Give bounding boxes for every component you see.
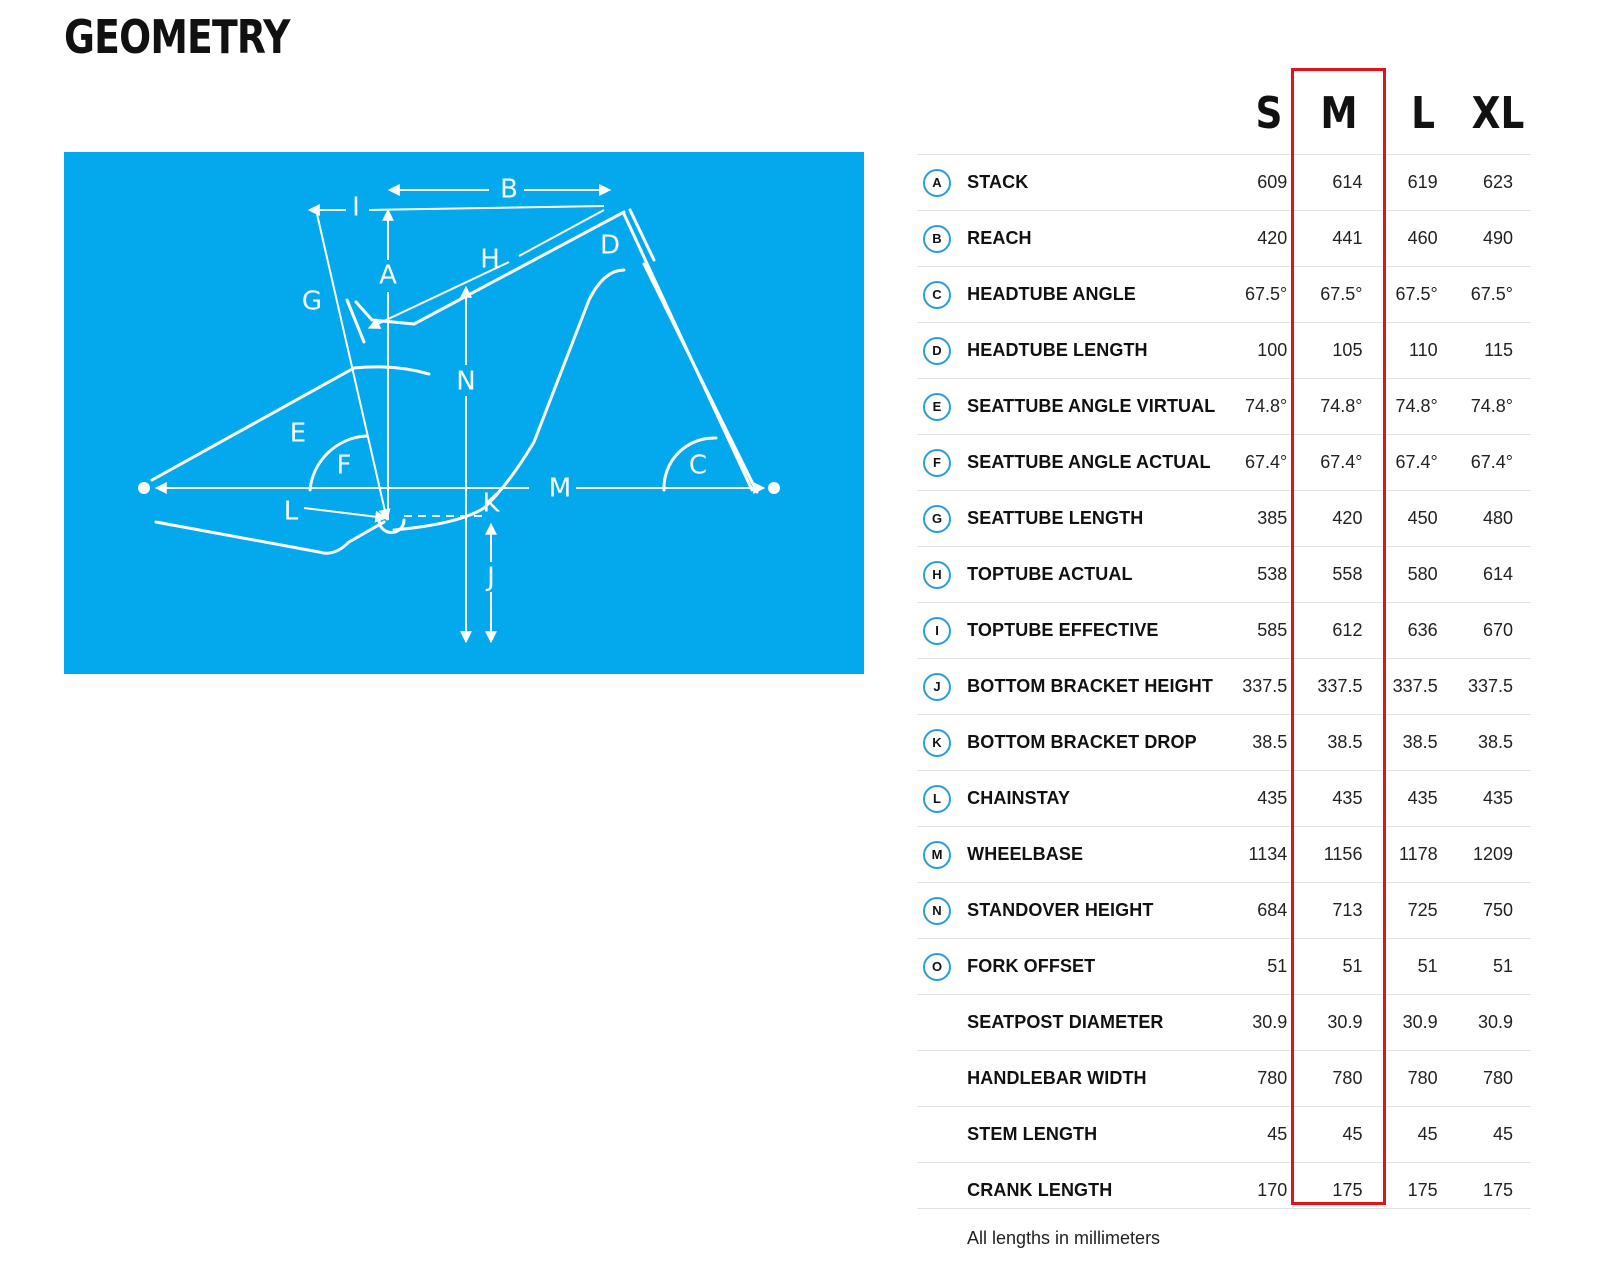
diagram-label-e: E	[289, 418, 307, 449]
measurement-label: FORK OFFSET	[967, 939, 1230, 995]
table-row	[917, 155, 1531, 211]
value-m: 74.8°	[1305, 379, 1380, 435]
row-badge-cell	[917, 547, 967, 603]
value-m: 558	[1305, 547, 1380, 603]
measurement-badge: H	[923, 561, 951, 589]
row-badge-cell	[917, 323, 967, 379]
value-l: 725	[1380, 883, 1455, 939]
value-xl: 750	[1456, 883, 1531, 939]
size-header-l: L	[1411, 88, 1435, 139]
value-s: 45	[1230, 1107, 1305, 1163]
value-s: 1134	[1230, 827, 1305, 883]
value-s: 30.9	[1230, 995, 1305, 1051]
measurement-label: CRANK LENGTH	[967, 1163, 1230, 1219]
measurement-label: BOTTOM BRACKET HEIGHT	[967, 659, 1230, 715]
value-l: 780	[1380, 1051, 1455, 1107]
value-xl: 480	[1456, 491, 1531, 547]
value-l: 67.5°	[1380, 267, 1455, 323]
value-m: 105	[1305, 323, 1380, 379]
value-m: 612	[1305, 603, 1380, 659]
measurement-label: STEM LENGTH	[967, 1107, 1230, 1163]
value-xl: 45	[1456, 1107, 1531, 1163]
table-row	[917, 379, 1531, 435]
measurement-badge: L	[923, 785, 951, 813]
diagram-label-c: C	[688, 450, 708, 481]
measurement-badge: K	[923, 729, 951, 757]
geometry-diagram	[64, 152, 864, 674]
value-m: 713	[1305, 883, 1380, 939]
value-l: 110	[1380, 323, 1455, 379]
table-row	[917, 211, 1531, 267]
value-xl: 38.5	[1456, 715, 1531, 771]
diagram-label-a: A	[379, 260, 397, 291]
diagram-label-d: D	[599, 230, 621, 261]
table-row	[917, 491, 1531, 547]
front-axle-dot	[768, 482, 780, 494]
measurement-badge: J	[923, 673, 951, 701]
row-badge-cell	[917, 827, 967, 883]
table-row	[917, 715, 1531, 771]
measurement-badge: F	[923, 449, 951, 477]
table-row	[917, 435, 1531, 491]
value-l: 175	[1380, 1163, 1455, 1219]
measurement-label: CHAINSTAY	[967, 771, 1230, 827]
diagram-label-f: F	[336, 450, 352, 481]
measurement-label: STACK	[967, 155, 1230, 211]
value-xl: 435	[1456, 771, 1531, 827]
row-badge-cell	[917, 1163, 967, 1219]
value-xl: 337.5	[1456, 659, 1531, 715]
value-s: 67.5°	[1230, 267, 1305, 323]
measurement-badge: E	[923, 393, 951, 421]
diagram-label-g: G	[301, 286, 323, 317]
diagram-label-l: L	[283, 496, 299, 527]
value-s: 585	[1230, 603, 1305, 659]
value-l: 435	[1380, 771, 1455, 827]
value-l: 30.9	[1380, 995, 1455, 1051]
table-row	[917, 995, 1531, 1051]
table-row	[917, 603, 1531, 659]
measurement-badge: G	[923, 505, 951, 533]
bike-frame-diagram	[64, 152, 864, 674]
value-s: 337.5	[1230, 659, 1305, 715]
highlighted-size-column	[1291, 68, 1386, 1205]
value-m: 45	[1305, 1107, 1380, 1163]
value-l: 74.8°	[1380, 379, 1455, 435]
value-s: 51	[1230, 939, 1305, 995]
diagram-label-k: K	[482, 488, 500, 519]
diagram-label-j: J	[487, 562, 495, 593]
measurement-badge: B	[923, 225, 951, 253]
table-row	[917, 883, 1531, 939]
value-xl: 67.5°	[1456, 267, 1531, 323]
measurement-label: TOPTUBE EFFECTIVE	[967, 603, 1230, 659]
value-xl: 490	[1456, 211, 1531, 267]
measurement-label: SEATTUBE ANGLE VIRTUAL	[967, 379, 1230, 435]
row-badge-cell	[917, 491, 967, 547]
measurement-label: HEADTUBE LENGTH	[967, 323, 1230, 379]
value-m: 175	[1305, 1163, 1380, 1219]
value-l: 337.5	[1380, 659, 1455, 715]
value-xl: 670	[1456, 603, 1531, 659]
measurement-label: SEATTUBE LENGTH	[967, 491, 1230, 547]
size-header-s: S	[1255, 88, 1283, 139]
table-row	[917, 323, 1531, 379]
measurement-label: HANDLEBAR WIDTH	[967, 1051, 1230, 1107]
value-m: 67.5°	[1305, 267, 1380, 323]
value-s: 538	[1230, 547, 1305, 603]
value-s: 100	[1230, 323, 1305, 379]
measurement-label: HEADTUBE ANGLE	[967, 267, 1230, 323]
value-s: 385	[1230, 491, 1305, 547]
measurement-badge: M	[923, 841, 951, 869]
value-m: 337.5	[1305, 659, 1380, 715]
value-l: 67.4°	[1380, 435, 1455, 491]
value-l: 38.5	[1380, 715, 1455, 771]
value-xl: 623	[1456, 155, 1531, 211]
value-m: 30.9	[1305, 995, 1380, 1051]
value-xl: 74.8°	[1456, 379, 1531, 435]
value-xl: 115	[1456, 323, 1531, 379]
diagram-label-b: B	[500, 174, 518, 205]
value-m: 67.4°	[1305, 435, 1380, 491]
table-row	[917, 1107, 1531, 1163]
value-s: 74.8°	[1230, 379, 1305, 435]
size-header-xl: XL	[1471, 88, 1525, 139]
table-row	[917, 939, 1531, 995]
measurement-badge: A	[923, 169, 951, 197]
value-xl: 30.9	[1456, 995, 1531, 1051]
units-footnote: All lengths in millimeters	[967, 1228, 1161, 1248]
measurement-badge: D	[923, 337, 951, 365]
value-l: 619	[1380, 155, 1455, 211]
value-s: 684	[1230, 883, 1305, 939]
table-row	[917, 659, 1531, 715]
row-badge-cell	[917, 155, 967, 211]
value-xl: 67.4°	[1456, 435, 1531, 491]
value-l: 636	[1380, 603, 1455, 659]
row-badge-cell	[917, 379, 967, 435]
row-badge-cell	[917, 659, 967, 715]
table-bottom-divider	[917, 1208, 1531, 1209]
measurement-badge: N	[923, 897, 951, 925]
row-badge-cell	[917, 995, 967, 1051]
row-badge-cell	[917, 435, 967, 491]
diagram-label-i: I	[352, 192, 360, 223]
measurement-label: REACH	[967, 211, 1230, 267]
row-badge-cell	[917, 883, 967, 939]
measurement-label: BOTTOM BRACKET DROP	[967, 715, 1230, 771]
measurement-label: SEATTUBE ANGLE ACTUAL	[967, 435, 1230, 491]
value-m: 1156	[1305, 827, 1380, 883]
value-xl: 780	[1456, 1051, 1531, 1107]
row-badge-cell	[917, 1107, 967, 1163]
value-s: 609	[1230, 155, 1305, 211]
value-m: 441	[1305, 211, 1380, 267]
table-row	[917, 827, 1531, 883]
value-m: 420	[1305, 491, 1380, 547]
row-badge-cell	[917, 1051, 967, 1107]
row-badge-cell	[917, 211, 967, 267]
table-row	[917, 267, 1531, 323]
value-m: 51	[1305, 939, 1380, 995]
table-row	[917, 771, 1531, 827]
row-badge-cell	[917, 939, 967, 995]
measurement-badge: O	[923, 953, 951, 981]
value-l: 580	[1380, 547, 1455, 603]
measurement-label: TOPTUBE ACTUAL	[967, 547, 1230, 603]
value-xl: 1209	[1456, 827, 1531, 883]
row-badge-cell	[917, 715, 967, 771]
value-l: 1178	[1380, 827, 1455, 883]
diagram-label-m: M	[548, 473, 572, 504]
value-s: 420	[1230, 211, 1305, 267]
rear-axle-dot	[138, 482, 150, 494]
value-l: 460	[1380, 211, 1455, 267]
measurement-badge: C	[923, 281, 951, 309]
row-badge-cell	[917, 603, 967, 659]
measurement-label: WHEELBASE	[967, 827, 1230, 883]
size-header-m: M	[1320, 88, 1358, 139]
value-s: 780	[1230, 1051, 1305, 1107]
row-badge-cell	[917, 267, 967, 323]
page-title: GEOMETRY	[64, 10, 290, 64]
geometry-table	[917, 154, 1531, 1218]
value-xl: 614	[1456, 547, 1531, 603]
value-m: 614	[1305, 155, 1380, 211]
measurement-label: STANDOVER HEIGHT	[967, 883, 1230, 939]
value-l: 45	[1380, 1107, 1455, 1163]
diagram-label-n: N	[456, 366, 476, 397]
value-s: 67.4°	[1230, 435, 1305, 491]
measurement-label: SEATPOST DIAMETER	[967, 995, 1230, 1051]
value-s: 435	[1230, 771, 1305, 827]
value-xl: 175	[1456, 1163, 1531, 1219]
diagram-label-h: H	[480, 244, 500, 275]
value-l: 450	[1380, 491, 1455, 547]
value-m: 38.5	[1305, 715, 1380, 771]
value-s: 170	[1230, 1163, 1305, 1219]
value-m: 435	[1305, 771, 1380, 827]
row-badge-cell	[917, 771, 967, 827]
value-s: 38.5	[1230, 715, 1305, 771]
value-m: 780	[1305, 1051, 1380, 1107]
table-row	[917, 1163, 1531, 1219]
table-row	[917, 547, 1531, 603]
measurement-badge: I	[923, 617, 951, 645]
table-row	[917, 1051, 1531, 1107]
value-l: 51	[1380, 939, 1455, 995]
geometry-table-body	[917, 155, 1531, 1219]
value-xl: 51	[1456, 939, 1531, 995]
